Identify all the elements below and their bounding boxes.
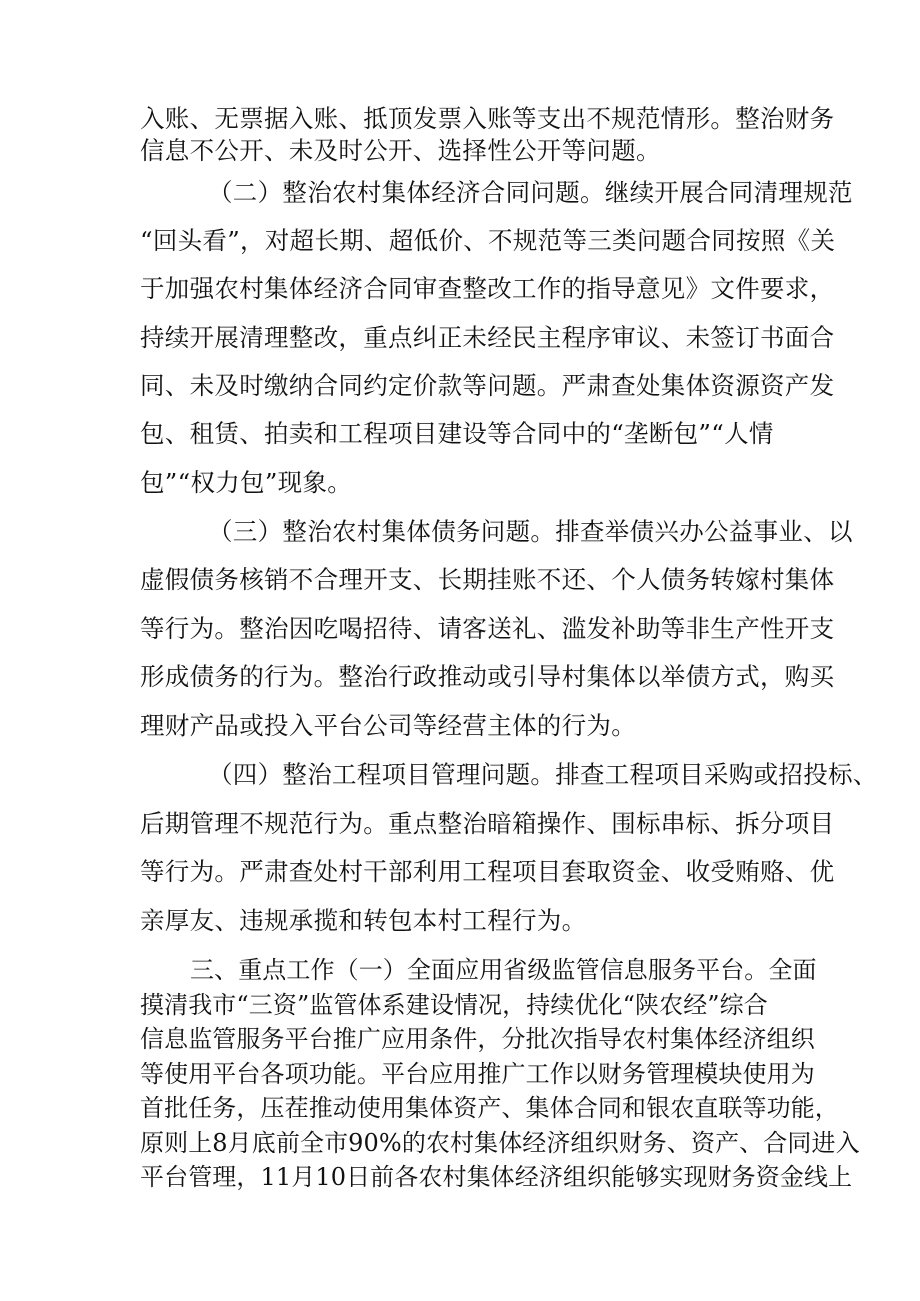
text-line: 首批任务，压茬推动使用集体资产、集体合同和银农直联等功能，: [140, 1094, 839, 1122]
text-line: 入账、无票据入账、抵顶发票入账等支出不规范情形。整治财务: [140, 104, 835, 133]
text-line: 等行为。整治因吃喝招待、请客送礼、滥发补助等非生产性开支: [140, 614, 835, 643]
text-line: （四）整治工程项目管理问题。排查工程项目采购或招投标、: [208, 760, 878, 789]
text-line: 原则上8月底前全市90%的农村集体经济组织财务、资产、合同进入: [140, 1129, 860, 1157]
text-line: 后期管理不规范行为。重点整治暗箱操作、围标串标、拆分项目: [140, 809, 835, 838]
text-line: 等使用平台各项功能。平台应用推广工作以财务管理模块使用为: [140, 1060, 815, 1088]
text-line: 包、租赁、拍卖和工程项目建设等合同中的“垄断包”“人情: [140, 419, 774, 448]
text-line: 摸清我市“三资”监管体系建设情况，持续优化“陕农经”综合: [140, 991, 768, 1019]
text-line: 包”“权力包”现象。: [140, 468, 353, 497]
text-line: （二）整治农村集体经济合同问题。继续开展合同清理规范: [208, 178, 853, 207]
text-line: 虚假债务核销不合理开支、长期挂账不还、个人债务转嫁村集体: [140, 565, 835, 594]
text-line: 平台管理，11月10日前各农村集体经济组织能够实现财务资金线上: [140, 1163, 853, 1191]
text-line: 理财产品或投入平台公司等经营主体的行为。: [140, 711, 636, 740]
text-line: 信息监管服务平台推广应用条件，分批次指导农村集体经济组织: [140, 1025, 815, 1053]
text-line: “回头看”，对超长期、超低价、不规范等三类问题合同按照《关: [140, 226, 836, 255]
text-line: 形成债务的行为。整治行政推动或引导村集体以举债方式，购买: [140, 662, 835, 691]
text-line: 同、未及时缴纳合同约定价款等问题。严肃查处集体资源资产发: [140, 371, 835, 400]
text-line: 等行为。严肃查处村干部利用工程项目套取资金、收受贿赂、优: [140, 857, 835, 886]
text-line: 信息不公开、未及时公开、选择性公开等问题。: [140, 136, 661, 165]
text-line: 亲厚友、违规承揽和转包本村工程行为。: [140, 906, 587, 935]
text-line: 三、重点工作（一）全面应用省级监管信息服务平台。全面: [190, 956, 817, 984]
text-line: （三）整治农村集体债务问题。排查举债兴办公益事业、以: [208, 517, 853, 546]
text-line: 持续开展清理整改，重点纠正未经民主程序审议、未签订书面合: [140, 323, 835, 352]
text-line: 于加强农村集体经济合同审查整改工作的指导意见》文件要求，: [140, 274, 835, 303]
